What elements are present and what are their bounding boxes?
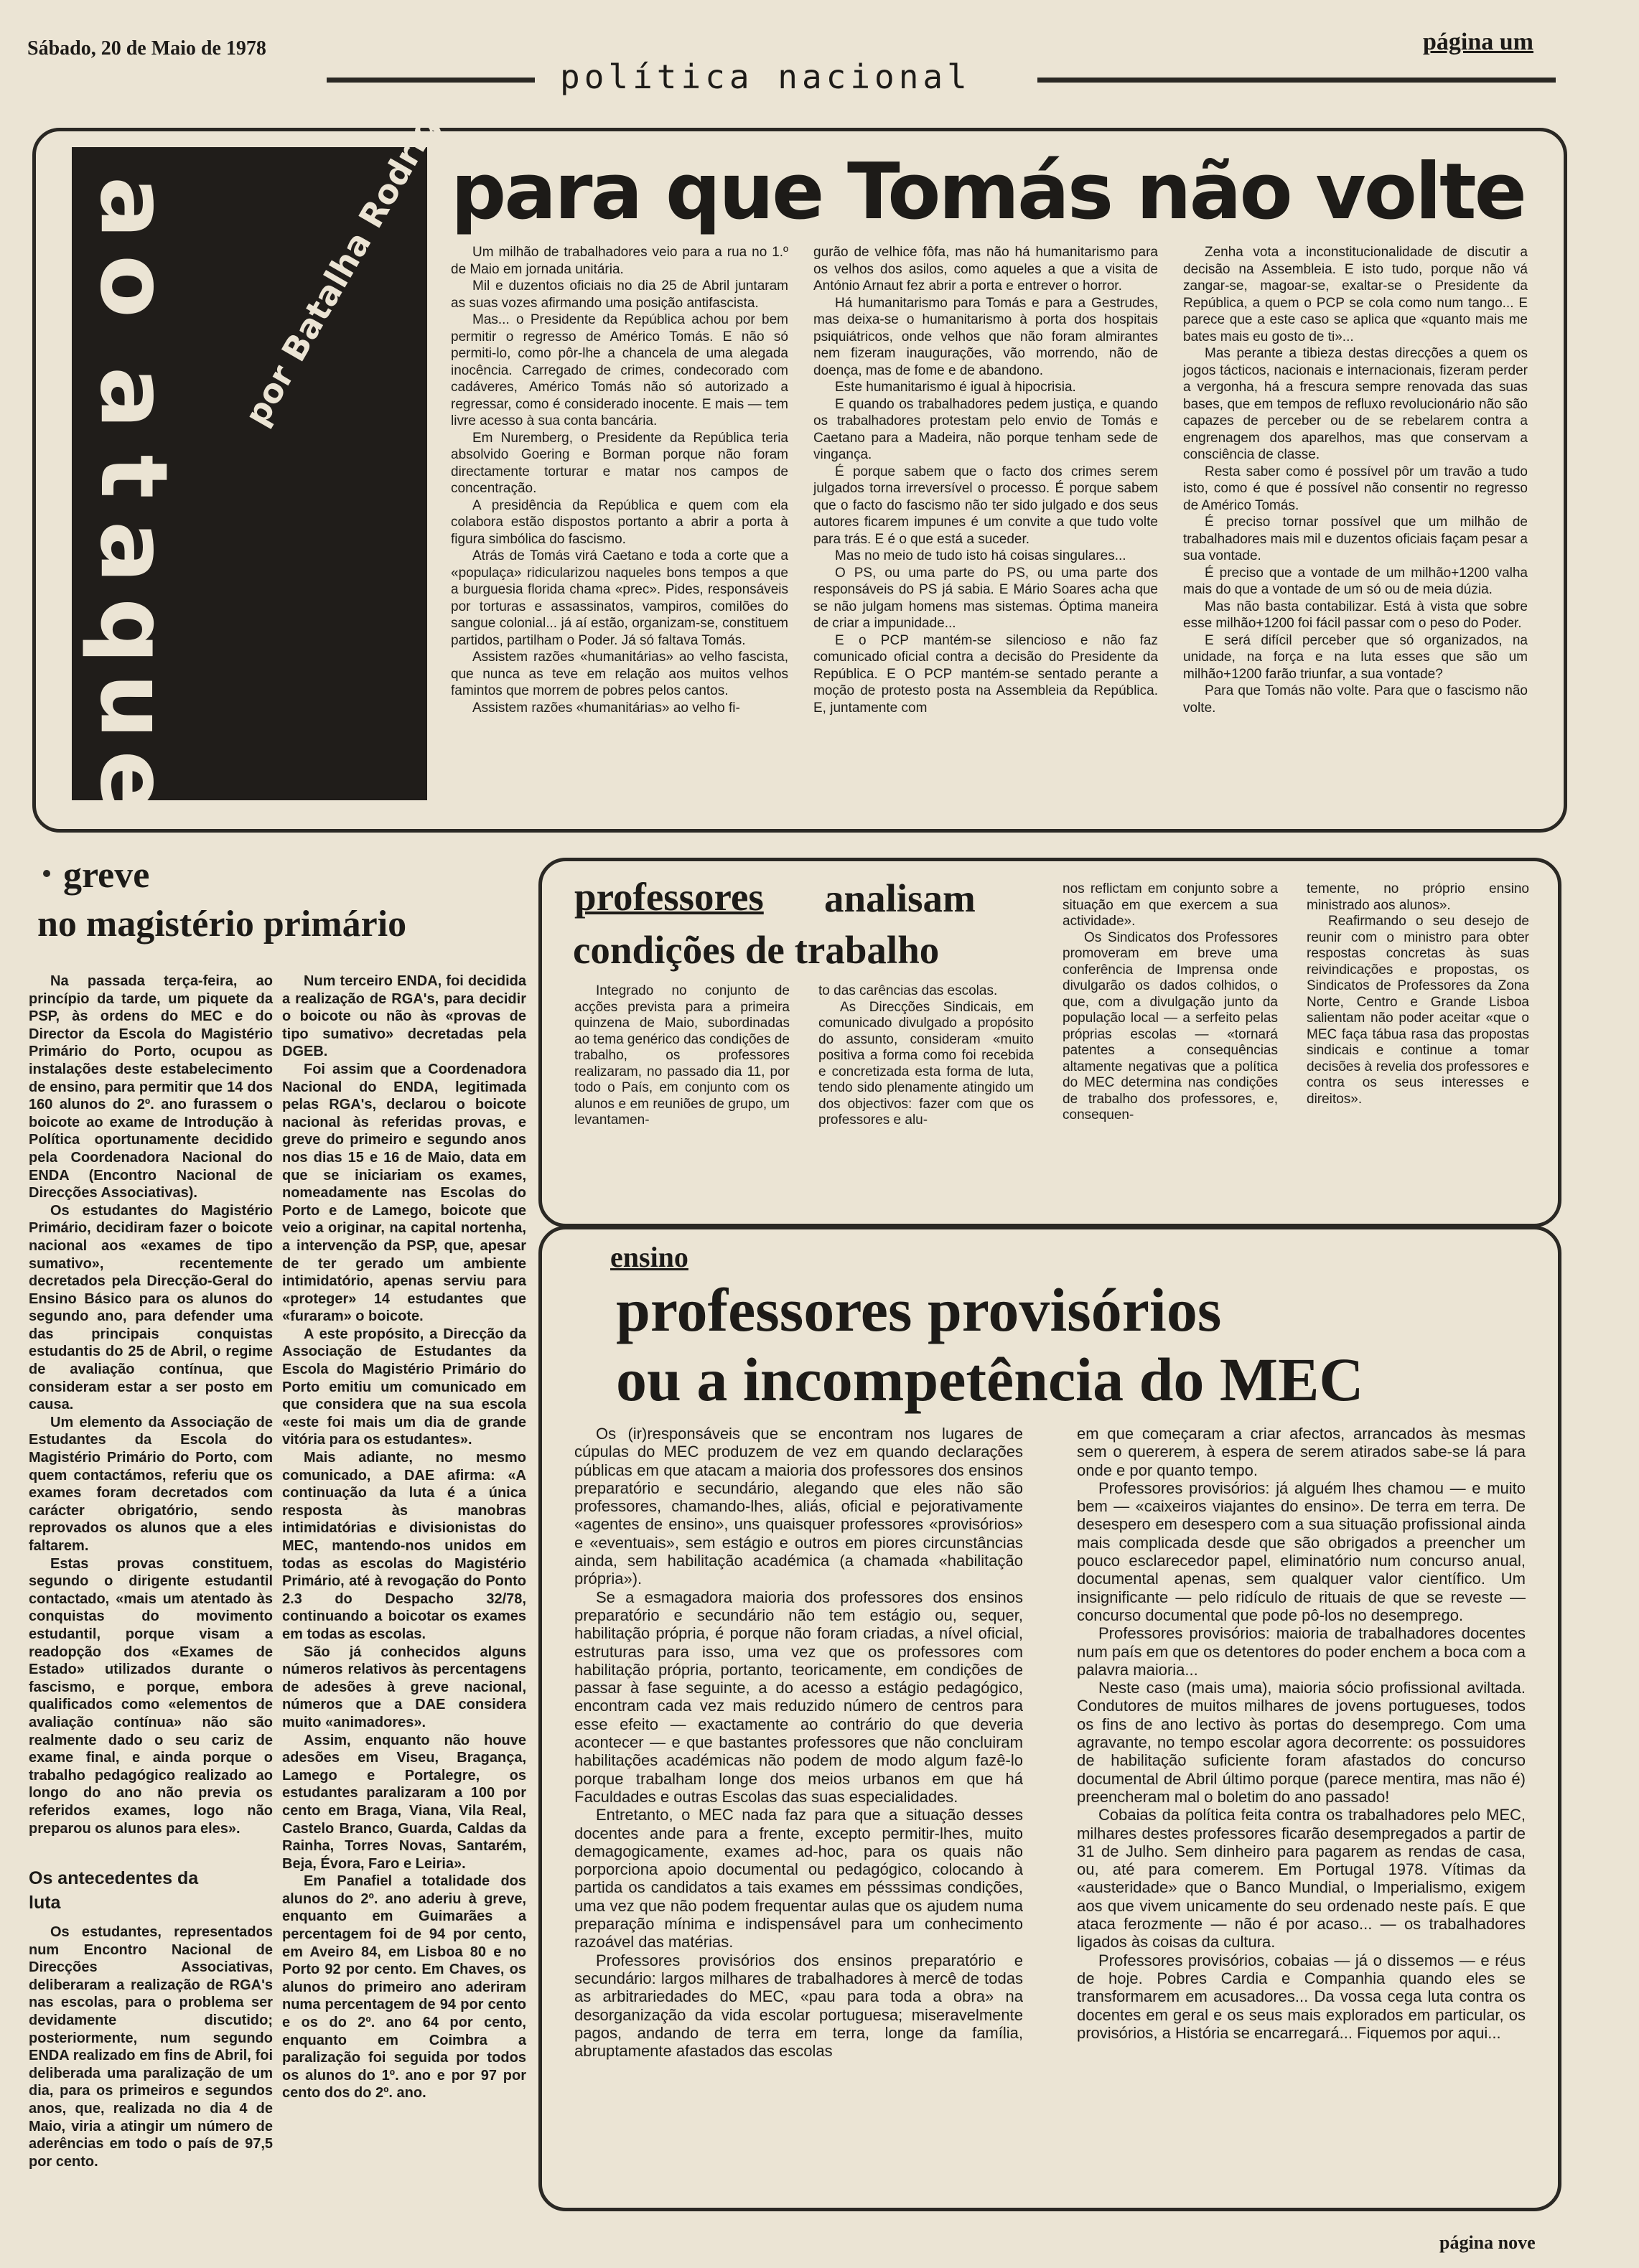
- logo-letter: q: [80, 598, 187, 664]
- paragraph: Mas no meio de tudo isto há coisas singulares...: [835, 548, 1126, 563]
- paragraph: Atrás de Tomás virá Caetano e toda a corte que a «populaça» ridicularizou naqueles bons tempos a que a burguesia florida chama «prec». Pides, responsáveis por torturas e assassinatos, vampiros, comilões do sangue colonial... já aí estão, organizam-se, constituem partidos, partilham o Poder. Já só faltava Tomás.: [451, 548, 788, 648]
- paragraph: Mas não basta contabilizar. Está à vista que sobre esse milhão+1200 foi fácil passar com o peso do Poder.: [1183, 599, 1528, 631]
- paragraph: Resta saber como é possível pôr um travão a tudo isto, como é que é possível não consentir no regresso de Américo Tomás.: [1183, 464, 1528, 513]
- paragraph: Professores provisórios, cobaias — já o dissemos — e réus de hoje. Pobres Cardia e Companhia quando eles se transformarem em acusadores... Da vossa cega luta contra os docentes em geral e os seus mais explorados em particular, os provisórios, a História se encarregará... Fiquemos por aqui...: [1077, 1951, 1526, 2042]
- article-column: [282, 973, 526, 2185]
- paragraph: E o PCP mantém-se silencioso e não faz comunicado oficial contra a decisão do Presidente da República. E O PCP mantém-se sentado perante a moção de protesto posta na Assembleia da República. E, juntamente com: [813, 632, 1158, 716]
- paragraph: Este humanitarismo é igual à hipocrisia.: [835, 380, 1076, 395]
- paragraph: Os estudantes, representados num Encontro Nacional de Direcções Associativas, deliberaram a realização de RGA's nas escolas, para o problema ser devidamente discutido; posteriormente, num segundo ENDA realizado em fins de Abril, foi deliberada uma paralização de um dia, para os primeiros e segundos anos, que, realizada no dia 4 de Maio, viria a atingir um número de aderências em todo o país de 97,5 por cento.: [29, 1924, 273, 2170]
- paragraph: Mas... o Presidente da República achou por bem permitir o regresso de Américo Tomás. E não só permiti-lo, como pôr-lhe a chancela de uma alegada inocência. Carregado de crimes, condecorado com cadáveres, Américo Tomás não só autorizado a regressar, como é considerado inocente. E mais — tem livre acesso à sua conta bancária.: [451, 312, 788, 428]
- paragraph: E será difícil perceber que só organizados, na unidade, na força e na luta esses que são um milhão+1200 farão triunfar, a sua vontade?: [1183, 632, 1528, 682]
- paragraph: Os Sindicatos dos Professores promoveram em breve uma conferência de Imprensa onde divulgarão os dados colhidos, o que, com a divulgação junto da população local — a serfeito pelas próprias escolas — «tornará patentes a consequências altamente negativas que a política do MEC determina nas condições de trabalho dos professores, e, consequen-: [1063, 929, 1278, 1123]
- paragraph: Zenha vota a inconstitucionalidade de discutir a decisão na Assembleia. E isto tudo, porque não vá zangar-se, magoar-se, exaltar-se o Presidente da República, a quem o PCP se cola como num tango... E parece que a este caso se aplica que «quanto mais me bates mais eu gosto de ti»...: [1183, 245, 1528, 345]
- paragraph: A presidência da República e quem com ela colabora estão dispostos portanto a abrir a porta à figura simbólica do fascismo.: [451, 497, 788, 547]
- paragraph: em que começaram a criar afectos, arrancados às mesmas sem o quererem, à espera de serem atirados sabe-se lá para onde e por quanto tempo.: [1077, 1425, 1526, 1479]
- logo-letter: t: [80, 454, 187, 499]
- paragraph: gurão de velhice fôfa, mas não há humanitarismo para os velhos dos asilos, como aqueles a que a visita de António Arnaut fez abrir a porta e entrever o horror.: [813, 245, 1158, 294]
- paragraph: Assim, enquanto não houve adesões em Viseu, Bragança, Lamego e Portalegre, os estudantes paralizaram a 100 por cento em Braga, Viana, Vila Real, Castelo Branco, Guarda, Caldas da Rainha, Torres Novas, Santarém, Beja, Évora, Faro e Leiria».: [282, 1732, 526, 1872]
- paragraph: Os estudantes do Magistério Primário, decidiram fazer o boicote nacional aos «exames de tipo sumativo», recentemente decretados pela Direcção-Geral do Ensino Básico para os alunos do segundo ano, para defender uma das principais conquistas estudantis do 25 de Abril, o regime de avaliação contínua, que consideram estar a ser posto em causa.: [29, 1202, 273, 1413]
- paragraph: As Direcções Sindicais, em comunicado divulgado a propósito do assunto, consideram «muito positiva a forma como foi recebida e concretizada esta forma de luta, tendo sido plenamente atingido um dos objectivos: fazer com que os professores e alu-: [818, 999, 1034, 1128]
- article-column: [451, 244, 788, 815]
- subheading: Os antecedentes da luta: [29, 1868, 199, 1913]
- paragraph: Professores provisórios: já alguém lhes chamou — e muito bem — «caixeiros viajantes do ensino». De terra em terra. De desespero em desespero com a sua situação profissional ainda mais complicada desde que são obrigados a preencher um pouco esclarecedor papel, eliminatório num concurso anual, documental apenas, sem qualquer valor científico. Um insignificante — pelo ridículo de rituais de que se reveste — concurso documental que pode pô-los no desemprego.: [1077, 1479, 1526, 1624]
- paragraph: Entretanto, o MEC nada faz para que a situação desses docentes ande para a frente, excepto permitir-lhes, muito demagogicamente, exames ad-hoc, para os quais não porporciona apoio documental ou pedagógico, colocando à partida os candidatos a tais exames em pésssimas condições, uma vez que não podem frequentar aulas que os ajudem numa preparação mínima e indispensável para um conhecimento razoável das matérias.: [574, 1806, 1023, 1951]
- paragraph: Para que Tomás não volte. Para que o fascismo não volte.: [1183, 683, 1528, 716]
- paragraph: Assistem razões «humanitárias» ao velho fascista, que nunca as teve em relação aos muitos velhos famintos que morrem de pobres pelos cantos.: [451, 650, 788, 698]
- paragraph: Foi assim que a Coordenadora Nacional do ENDA, legitimada pelas RGA's, declarou o boicote nacional às referidas provas, e greve do primeiro e segundo anos nos dias 15 e 16 de Maio, data em que se iniciariam os exames, nomeadamente nas Escolas do Porto e de Lamego, boicote que veio a originar, na capital nortenha, a intervenção da PSP, que, apesar de ter gerado um ambiente intimidatório, apenas serviu para «proteger» 14 estudantes que «furaram» o boicote.: [282, 1061, 526, 1325]
- article-column: [1183, 244, 1528, 815]
- logo-letter: a: [80, 366, 187, 429]
- paragraph: A este propósito, a Direcção da Associação de Estudantes da Escola do Magistério Primário do Porto emitiu um comunicado em que considera que na sua escola «este foi mais um dia de grande vitória para os estudantes».: [282, 1326, 526, 1448]
- paragraph: Professores provisórios: maioria de trabalhadores docentes num país em que os detentores do poder enchem a boca com a palavra maioria...: [1077, 1624, 1526, 1679]
- paragraph: Mil e duzentos oficiais no dia 25 de Abril juntaram as suas vozes afirmando uma posição antifascista.: [451, 278, 788, 311]
- paragraph: É porque sabem que o facto dos crimes serem julgados torna irreversível o processo. É porque sabem que o facto do fascismo não ter sido julgado e dos seus autores ficarem impunes é um convite a que tudo volte para trás. E é o que está a suceder.: [813, 464, 1158, 547]
- article-column: [1307, 881, 1529, 1213]
- article-column: [29, 973, 273, 1855]
- header-rule-left: [327, 78, 535, 83]
- paragraph: Na passada terça-feira, ao princípio da tarde, um piquete da PSP, às ordens do MEC e do Director da Escola do Magistério Primário do Porto, ocupou as instalações deste estabelecimento de ensino, para permitir que 14 dos 160 alunos do 2º. ano furassem o boicote ao exame de Introdução à Política oportunamente decidido pela Coordenadora Nacional do ENDA (Encontro Nacional de Direcções Associativas).: [29, 973, 273, 1201]
- paragraph: Mas perante a tibieza destas direcções a quem os jogos tácticos, nacionais e internacionais, fizeram perder a vergonha, há a frescura sempre renovada das suas bases, que em tempos de refluxo revolucionário não são capazes de perceber ou de se rebelarem contra a engrenagem dos aparelhos, mas que conservam a consciência de classe.: [1183, 346, 1528, 462]
- paragraph: Neste caso (mais uma), maioria sócio profissional aviltada. Condutores de muitos milhares de jovens portugueses, todos os fins de ano lectivo às portas do desemprego. Com uma agravante, no tempo escolar agora decorrente: os possuidores de habilitação suficiente foram afastados do concurso documental de Abril último porque (parece mentira, mas não é) preencheram mal o boletim do ano passado!: [1077, 1679, 1526, 1806]
- logo-letter: a: [80, 176, 187, 239]
- paragraph: Há humanitarismo para Tomás e para a Gestrudes, mas deixa-se o humanitarismo à porta dos hospitais psiquiátricos, onde velhos que não foram almirantes nem fizeram inaugurações, vão morrendo, não de doença, mas de fome e de abandono.: [813, 295, 1158, 378]
- article-kicker: professores: [574, 875, 764, 919]
- paragraph: Um elemento da Associação de Estudantes da Escola do Magistério Primário do Porto, com quem contactámos, referiu que os exames foram decretados com carácter obrigatório, sendo reprovados os alunos que a eles faltarem.: [29, 1414, 273, 1554]
- paragraph: nos reflictam em conjunto sobre a situação em que exercem a sua actividade».: [1063, 881, 1278, 929]
- paragraph: Assistem razões «humanitárias» ao velho fi-: [472, 700, 740, 716]
- article-column: [574, 983, 790, 1213]
- paragraph: Reafirmando o seu desejo de reunir com o ministro para obter respostas concretas às suas reivindicações e propostas, os Sindicatos de Professores da Zona Norte, Centro e Grande Lisboa salientam não poder aceitar «que o MEC faça tábua rasa das propostas sindicais e continue a tomar decisões à revelia dos professores e contra os seus interesses e direitos».: [1307, 914, 1529, 1107]
- paragraph: temente, no próprio ensino ministrado aos alunos».: [1307, 881, 1529, 913]
- footer-page-label: página nove: [1439, 2232, 1536, 2253]
- article-column: [574, 1425, 1023, 2185]
- paragraph: São já conhecidos alguns números relativos às percentagens de adesões à greve nacional, números que a DAE considera muito «animadores».: [282, 1644, 526, 1730]
- article-title: analisam: [824, 876, 976, 920]
- byline: por Batalha Rodrigo: [237, 88, 458, 432]
- header-section: política nacional: [560, 57, 971, 96]
- paragraph: to das carências das escolas.: [818, 983, 998, 998]
- paragraph: Professores provisórios dos ensinos preparatório e secundário: largos milhares de trabalhadores à mercê de todas as arbitrariedades do MEC, «pau para toda a obra» na desorganização da vida escolar portuguesa; miseravelmente pagos, andando de terra em terra, longe da família, abruptamente afastados das escolas: [574, 1951, 1023, 2061]
- paragraph: O PS, ou uma parte do PS, ou uma parte dos responsáveis do PS já sabia. E Mário Soares acha que se não julgam homens mas sistemas. Óptima maneira de criar a impunidade...: [813, 565, 1158, 631]
- bullet-mark: [43, 870, 50, 877]
- article-column: [1063, 881, 1278, 1213]
- paragraph: E quando os trabalhadores pedem justiça, e quando os trabalhadores protestam pelo envio de Tomás e Caetano para a Madeira, não porque tenham sede de vingança.: [813, 396, 1158, 462]
- paragraph: Os (ir)responsáveis que se encontram nos lugares de cúpulas do MEC produzem de vez em quando declarações públicas em que atacam a maioria dos professores dos ensinos preparatório e secundário, alegando que eles não são professores, chamando-lhes, aliás, oficial e pejorativamente «agentes de ensino», uns quaisquer professores «provisórios» e «eventuais», sem estágio e outros em piores circunstâncias ainda, sem habilitação académica (a chamada «habilitação própria»).: [574, 1425, 1023, 1588]
- article-kicker: ensino: [610, 1241, 688, 1273]
- paragraph: Um milhão de trabalhadores veio para a rua no 1.º de Maio em jornada unitária.: [451, 245, 788, 277]
- article-title: no magistério primário: [37, 904, 407, 945]
- paragraph: É preciso tornar possível que um milhão de trabalhadores mais mil e duzentos oficiais façam pesar a sua vontade.: [1183, 515, 1528, 563]
- article-title: greve: [63, 855, 150, 896]
- article-title: professores provisórios: [616, 1275, 1222, 1344]
- article-column: [818, 983, 1034, 1213]
- headline: para que Tomás não volte: [451, 147, 1525, 237]
- logo-letter: a: [80, 520, 187, 584]
- article-column: [1077, 1425, 1526, 2185]
- header-rule-right: [1037, 78, 1556, 83]
- article-title: ou a incompetência do MEC: [616, 1345, 1364, 1414]
- logo-letter: e: [80, 750, 187, 813]
- column-logo-panel: [72, 88, 458, 813]
- article-column: [813, 244, 1158, 815]
- paragraph: É preciso que a vontade de um milhão+1200 valha mais do que a vontade de um só ou de meia dúzia.: [1183, 565, 1528, 597]
- paragraph: Num terceiro ENDA, foi decidida a realização de RGA's, para decidir o boicote ou não às «provas de tipo sumativo» decretadas pela DGEB.: [282, 973, 526, 1060]
- paragraph: Mais adiante, no mesmo comunicado, a DAE afirma: «A continuação da luta é a única resposta às manobras intimidatórias e divisionistas do MEC, mantendo-nos unidos em todas as escolas do Magistério Primário, até à revogação do Ponto 2.3 do Despacho 32/78, continuando a boicotar os exames em todas as escolas.: [282, 1450, 526, 1642]
- article-title: condições de trabalho: [573, 928, 940, 972]
- article-column: [29, 1923, 273, 2211]
- logo-letter: o: [80, 255, 187, 318]
- paragraph: Estas provas constituem, segundo o dirigente estudantil contactado, «mais um atentado às conquistas do movimento estudantil, porque visam a readopção dos «Exames de Estado» utilizados durante o fascismo, e porque, embora qualificados como «elementos de avaliação contínua» não são realmente dado o seu cariz de exame final, e ainda porque o trabalho pedagógico realizado ao longo do ano não previa os referidos exames, logo não preparou os alunos para eles».: [29, 1555, 273, 1837]
- logo-letter: u: [80, 673, 187, 739]
- paragraph: Em Panafiel a totalidade dos alunos do 2º. ano aderiu à greve, enquanto em Guimarães a percentagem foi de 94 por cento, em Aveiro 84, em Lisboa 80 e no Porto 92 por cento. Em Chaves, os alunos do primeiro ano aderiram numa percentagem de 94 por cento e os do 2º. ano 64 por cento, enquanto em Coimbra a paralização foi seguida por todos os alunos do 1º. ano e por 97 por cento dos do 2º. ano.: [282, 1873, 526, 2101]
- paragraph: Integrado no conjunto de acções prevista para a primeira quinzena de Maio, subordinadas ao tema genérico das condições de trabalho, os professores realizaram, no passado dia 11, por todo o País, em conjunto com os alunos e em reuniões de grupo, um levantamen-: [574, 983, 790, 1128]
- header-page-label: página um: [1423, 29, 1533, 55]
- paragraph: Em Nuremberg, o Presidente da República teria absolvido Goering e Borman porque não foram directamente torturar e matar nos campos de concentração.: [451, 430, 788, 496]
- paragraph: Cobaias da política feita contra os trabalhadores pelo MEC, milhares destes professores ficarão desempregados a partir de 31 de Julho. Sem dinheiro para pagarem as rendas de casa, ou, até para comerem. Em Portugal 1978. Vítimas da «austeridade» que o Banco Mundial, o Imperialismo, exigem aos que vivem unicamente do seu ordenado neste país. E que ataca ferozmente — não é por acaso... — os trabalhadores ligados às coisas da cultura.: [1077, 1806, 1526, 1951]
- header-date: Sábado, 20 de Maio de 1978: [27, 37, 266, 60]
- paragraph: Se a esmagadora maioria dos professores dos ensinos preparatório e secundário não tem estágio ou, sequer, habilitação própria, é porque não foram criadas, a nível oficial, estruturas para isso, uma vez que os professores com habilitação própria, portanto, teoricamente, em condições de passar à fase seguinte, a do acesso a estágio pedagógico, encontram cada vez mais reduzido número de centros para esse efeito — exactamente ao contrário do que deveria acontecer — e que bastantes professores que não concluiram habilitações académicas não podem de modo algum fazê-lo porque trabalham longe dos meios urbanos em que há Faculdades e outras Escolas das suas especialidades.: [574, 1588, 1023, 1806]
